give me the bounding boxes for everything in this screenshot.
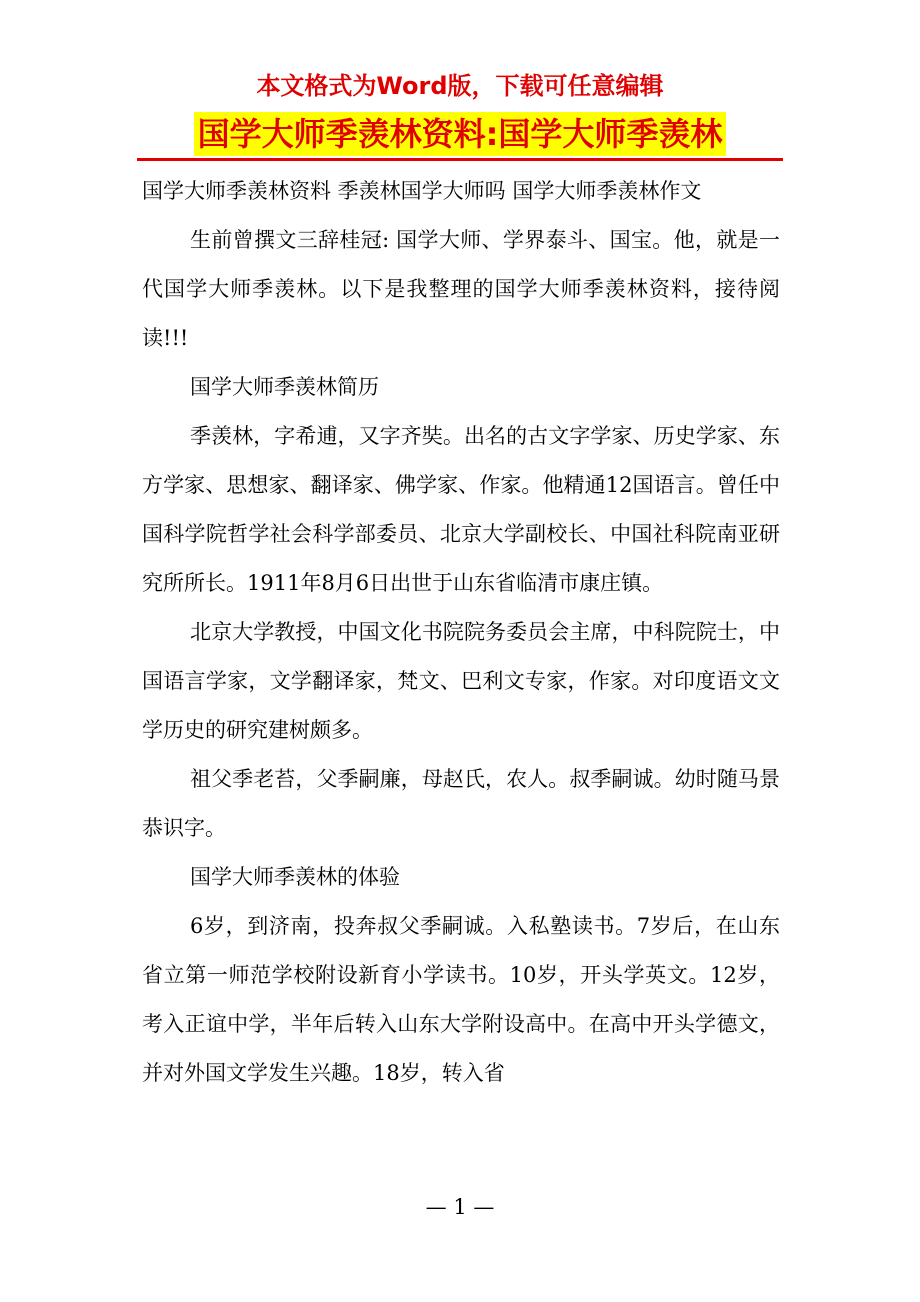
- paragraph-6: 祖父季老苔，父季嗣廉，母赵氏，农人。叔季嗣诚。幼时随马景恭识字。: [142, 767, 780, 840]
- paragraph-4: 季羡林，字希逋，又字齐奘。出名的古文字学家、历史学家、东方学家、思想家、翻译家、佛学家、作家。他精通12国语言。曾任中国科学院哲学社会科学部委员、北京大学副校长、中国社科院南亚研究所所长。1911年8月6日出世于山东省临清市康庄镇。: [142, 424, 780, 595]
- section-heading-biography: 国学大师季羡林简历: [190, 375, 379, 399]
- download-banner: 本文格式为Word版，下载可任意编辑: [256, 72, 664, 100]
- paragraph-5: 北京大学教授，中国文化书院院务委员会主席，中科院院士，中国语言学家，文学翻译家，梵文、巴利文专家，作家。对印度语文文学历史的研究建树颇多。: [142, 620, 780, 742]
- title-underline: [137, 158, 783, 161]
- document-body: [142, 167, 780, 1098]
- section-heading-experience: 国学大师季羡林的体验: [190, 865, 400, 889]
- paragraph-2: 生前曾撰文三辞桂冠: 国学大师、学界泰斗、国宝。他，就是一代国学大师季羡林。以下是我整理的国学大师季羡林资料，接待阅读!!!: [142, 228, 780, 350]
- page-number: — 1 —: [425, 1195, 495, 1219]
- document-title: 国学大师季羡林资料:国学大师季羡林: [194, 112, 727, 156]
- paragraph-1: 国学大师季羡林资料 季羡林国学大师吗 国学大师季羡林作文: [142, 179, 702, 203]
- title-container: [0, 112, 920, 156]
- paragraph-8: 6岁，到济南，投奔叔父季嗣诚。入私塾读书。7岁后，在山东省立第一师范学校附设新育小学读书。10岁，开头学英文。12岁，考入正谊中学，半年后转入山东大学附设高中。在高中开头学德文，并对外国文学发生兴趣。18岁，转入省: [142, 914, 780, 1085]
